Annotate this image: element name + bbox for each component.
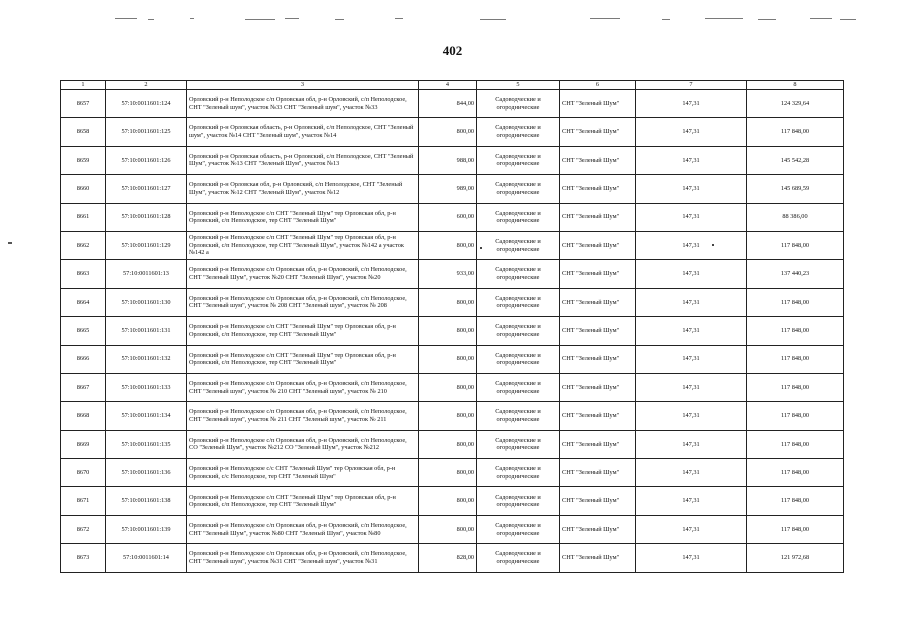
specific-value: 147,31 bbox=[636, 203, 747, 231]
cadastral-group: СНТ "Зеленый Шум" bbox=[560, 430, 636, 458]
column-number: 5 bbox=[477, 81, 560, 90]
address: Орловский р-н Неполодское с/п Орловская обл, р-н Орловский, с/п Неполодское, СО "Зеленый Шум", участок №212 СО "Зеленый Шум", участок №212 bbox=[187, 430, 419, 458]
address: Орловский р-н Неполодское с/п Орловская обл, р-н Орловский, с/п Неполодское, СНТ "Зеленый шум", участок №33 СНТ "Зеленый шум", участок №33 bbox=[187, 90, 419, 118]
cadastral-number: 57:10:0011601:14 bbox=[106, 544, 187, 572]
cadastral-number: 57:10:0011601:125 bbox=[106, 118, 187, 146]
address: Орловский р-н Орловская обл, р-н Орловский, с/п Неполодское, СНТ "Зеленый Шум", участок №12 СНТ "Зеленый Шум", участок №12 bbox=[187, 175, 419, 203]
address: Орловский р-н Неполодское с/п Орловская обл, р-н Орловский, с/п Неполодское, СНТ "Зеленый шум", участок № 208 СНТ "Зеленый шум", участок № 208 bbox=[187, 288, 419, 316]
area: 800,00 bbox=[419, 459, 477, 487]
cadastral-number: 57:10:0011601:126 bbox=[106, 146, 187, 174]
table-row bbox=[61, 231, 844, 259]
cadastral-value: 117 848,00 bbox=[747, 317, 844, 345]
table-row bbox=[61, 90, 844, 118]
permitted-use: Садоводческие и огороднические bbox=[477, 231, 560, 259]
specific-value: 147,31 bbox=[636, 430, 747, 458]
address: Орловский р-н Неполодское с/п Орловская обл, р-н Орловский, с/п Неполодское, СНТ "Зеленый Шум", участок №20 СНТ "Зеленый Шум", участок №20 bbox=[187, 260, 419, 288]
permitted-use: Садоводческие и огороднические bbox=[477, 544, 560, 572]
cadastral-group: СНТ "Зеленый Шум" bbox=[560, 487, 636, 515]
table-row bbox=[61, 118, 844, 146]
table-row bbox=[61, 345, 844, 373]
row-number: 8667 bbox=[61, 373, 106, 401]
area: 800,00 bbox=[419, 373, 477, 401]
permitted-use: Садоводческие и огороднические bbox=[477, 317, 560, 345]
row-number: 8660 bbox=[61, 175, 106, 203]
cadastral-group: СНТ "Зеленый Шум" bbox=[560, 288, 636, 316]
area: 800,00 bbox=[419, 317, 477, 345]
column-number: 6 bbox=[560, 81, 636, 90]
cadastral-group: СНТ "Зеленый Шум" bbox=[560, 345, 636, 373]
table-row bbox=[61, 430, 844, 458]
permitted-use: Садоводческие и огороднические bbox=[477, 118, 560, 146]
row-number: 8670 bbox=[61, 459, 106, 487]
cadastral-number: 57:10:0011601:129 bbox=[106, 231, 187, 259]
area: 800,00 bbox=[419, 487, 477, 515]
table-row bbox=[61, 459, 844, 487]
specific-value: 147,31 bbox=[636, 345, 747, 373]
permitted-use: Садоводческие и огороднические bbox=[477, 260, 560, 288]
cadastral-number: 57:10:0011601:127 bbox=[106, 175, 187, 203]
specific-value: 147,31 bbox=[636, 544, 747, 572]
cadastral-value: 117 848,00 bbox=[747, 373, 844, 401]
row-number: 8659 bbox=[61, 146, 106, 174]
specific-value: 147,31 bbox=[636, 515, 747, 543]
column-number-row bbox=[61, 81, 844, 90]
cadastral-value: 145 689,59 bbox=[747, 175, 844, 203]
row-number: 8658 bbox=[61, 118, 106, 146]
specific-value: 147,31 bbox=[636, 260, 747, 288]
table-row bbox=[61, 544, 844, 572]
cadastral-number: 57:10:0011601:131 bbox=[106, 317, 187, 345]
address: Орловский р-н Неполодское с/п СНТ "Зеленый Шум" тер Орловская обл, р-н Орловский, с/п Неполодское, тер СНТ "Зеленый Шум" bbox=[187, 203, 419, 231]
cadastral-number: 57:10:0011601:133 bbox=[106, 373, 187, 401]
cadastral-value: 88 386,00 bbox=[747, 203, 844, 231]
cadastral-value: 117 848,00 bbox=[747, 459, 844, 487]
cadastral-group: СНТ "Зеленый Шум" bbox=[560, 146, 636, 174]
address: Орловский р-н Неполодское с/с СНТ "Зеленый Шум" тер Орловская обл, р-н Орловский, с/с Неполодское, тер СНТ "Зеленый Шум" bbox=[187, 459, 419, 487]
cadastral-number: 57:10:0011601:130 bbox=[106, 288, 187, 316]
address: Орловский р-н Неполодское с/п Орловская обл, р-н Орловский, с/п Неполодское, СНТ "Зеленый Шум", участок №80 СНТ "Зеленый Шум", участок №80 bbox=[187, 515, 419, 543]
area: 800,00 bbox=[419, 402, 477, 430]
permitted-use: Садоводческие и огороднические bbox=[477, 90, 560, 118]
cadastral-group: СНТ "Зеленый Шум" bbox=[560, 118, 636, 146]
address: Орловский р-н Неполодское с/п Орловская обл, р-н Орловский, с/п Неполодское, СНТ "Зеленый шум", участок № 210 СНТ "Зеленый шум", участок № 210 bbox=[187, 373, 419, 401]
specific-value: 147,31 bbox=[636, 317, 747, 345]
row-number: 8662 bbox=[61, 231, 106, 259]
table-body bbox=[61, 90, 844, 573]
area: 800,00 bbox=[419, 231, 477, 259]
row-number: 8657 bbox=[61, 90, 106, 118]
specific-value: 147,31 bbox=[636, 175, 747, 203]
specific-value: 147,31 bbox=[636, 231, 747, 259]
row-number: 8664 bbox=[61, 288, 106, 316]
cadastral-number: 57:10:0011601:139 bbox=[106, 515, 187, 543]
permitted-use: Садоводческие и огороднические bbox=[477, 402, 560, 430]
land-register-table bbox=[60, 80, 844, 573]
specific-value: 147,31 bbox=[636, 146, 747, 174]
cadastral-value: 117 848,00 bbox=[747, 345, 844, 373]
cadastral-value: 137 440,23 bbox=[747, 260, 844, 288]
address: Орловский р-н Неполодское с/п Орловская обл, р-н Орловский, с/п Неполодское, СНТ "Зеленый шум", участок №31 СНТ "Зеленый шум", участок №31 bbox=[187, 544, 419, 572]
specific-value: 147,31 bbox=[636, 118, 747, 146]
address: Орловский р-н Неполодское с/п Орловская обл, р-н Орловский, с/п Неполодское, СНТ "Зеленый шум", участок № 211 СНТ "Зеленый шум", участок № 211 bbox=[187, 402, 419, 430]
address: Орловский р-н Орловская область, р-н Орловский, с/п Неполодское, СНТ "Зеленый шум", участок №14 СНТ "Зеленый шум", участок №14 bbox=[187, 118, 419, 146]
area: 800,00 bbox=[419, 288, 477, 316]
specific-value: 147,31 bbox=[636, 402, 747, 430]
cadastral-value: 117 848,00 bbox=[747, 515, 844, 543]
table-row bbox=[61, 175, 844, 203]
cadastral-number: 57:10:0011601:124 bbox=[106, 90, 187, 118]
permitted-use: Садоводческие и огороднические bbox=[477, 288, 560, 316]
row-number: 8673 bbox=[61, 544, 106, 572]
cadastral-number: 57:10:0011601:13 bbox=[106, 260, 187, 288]
cadastral-group: СНТ "Зеленый Шум" bbox=[560, 175, 636, 203]
specific-value: 147,31 bbox=[636, 459, 747, 487]
table-row bbox=[61, 515, 844, 543]
permitted-use: Садоводческие и огороднические bbox=[477, 459, 560, 487]
address: Орловский р-н Неполодское с/п СНТ "Зеленый Шум" тер Орловская обл, р-н Орловский, с/п Неполодское, тер СНТ "Зеленый Шум" bbox=[187, 317, 419, 345]
column-number: 1 bbox=[61, 81, 106, 90]
row-number: 8669 bbox=[61, 430, 106, 458]
permitted-use: Садоводческие и огороднические bbox=[477, 146, 560, 174]
specific-value: 147,31 bbox=[636, 487, 747, 515]
cadastral-group: СНТ "Зеленый Шум" bbox=[560, 90, 636, 118]
column-number: 8 bbox=[747, 81, 844, 90]
cadastral-group: СНТ "Зеленый Шум" bbox=[560, 515, 636, 543]
cadastral-value: 117 848,00 bbox=[747, 231, 844, 259]
area: 933,00 bbox=[419, 260, 477, 288]
scan-edge-mark bbox=[8, 242, 12, 244]
permitted-use: Садоводческие и огороднические bbox=[477, 515, 560, 543]
cadastral-number: 57:10:0011601:136 bbox=[106, 459, 187, 487]
column-number: 3 bbox=[187, 81, 419, 90]
cadastral-group: СНТ "Зеленый Шум" bbox=[560, 459, 636, 487]
row-number: 8671 bbox=[61, 487, 106, 515]
row-number: 8661 bbox=[61, 203, 106, 231]
cadastral-number: 57:10:0011601:138 bbox=[106, 487, 187, 515]
address: Орловский р-н Орловская область, р-н Орловский, с/п Неполодское, СНТ "Зеленый Шум", участок №13 СНТ "Зеленый Шум", участок №13 bbox=[187, 146, 419, 174]
permitted-use: Садоводческие и огороднические bbox=[477, 175, 560, 203]
cadastral-value: 145 542,28 bbox=[747, 146, 844, 174]
cadastral-value: 117 848,00 bbox=[747, 487, 844, 515]
area: 800,00 bbox=[419, 515, 477, 543]
cadastral-value: 121 972,68 bbox=[747, 544, 844, 572]
area: 600,00 bbox=[419, 203, 477, 231]
specific-value: 147,31 bbox=[636, 90, 747, 118]
table-row bbox=[61, 402, 844, 430]
cadastral-number: 57:10:0011601:128 bbox=[106, 203, 187, 231]
row-number: 8666 bbox=[61, 345, 106, 373]
table-header bbox=[61, 81, 844, 90]
table-row bbox=[61, 260, 844, 288]
cadastral-value: 117 848,00 bbox=[747, 430, 844, 458]
address: Орловский р-н Неполодское с/п СНТ "Зеленый Шум" тер Орловская обл, р-н Орловский, с/п Неполодское, тер СНТ "Зеленый Шум" bbox=[187, 487, 419, 515]
permitted-use: Садоводческие и огороднические bbox=[477, 203, 560, 231]
row-number: 8665 bbox=[61, 317, 106, 345]
permitted-use: Садоводческие и огороднические bbox=[477, 430, 560, 458]
column-number: 2 bbox=[106, 81, 187, 90]
area: 988,00 bbox=[419, 146, 477, 174]
permitted-use: Садоводческие и огороднические bbox=[477, 373, 560, 401]
table-row bbox=[61, 203, 844, 231]
area: 800,00 bbox=[419, 345, 477, 373]
area: 844,00 bbox=[419, 90, 477, 118]
cadastral-group: СНТ "Зеленый Шум" bbox=[560, 203, 636, 231]
table-row bbox=[61, 317, 844, 345]
area: 800,00 bbox=[419, 118, 477, 146]
cadastral-group: СНТ "Зеленый Шум" bbox=[560, 231, 636, 259]
cadastral-value: 117 848,00 bbox=[747, 402, 844, 430]
area: 828,00 bbox=[419, 544, 477, 572]
permitted-use: Садоводческие и огороднические bbox=[477, 345, 560, 373]
permitted-use: Садоводческие и огороднические bbox=[477, 487, 560, 515]
specific-value: 147,31 bbox=[636, 373, 747, 401]
row-number: 8672 bbox=[61, 515, 106, 543]
address: Орловский р-н Неполодское с/п СНТ "Зеленый Шум" тер Орловская обл, р-н Орловский, с/п Неполодское, тер СНТ "Зеленый Шум", участок №142 а участок №142 а bbox=[187, 231, 419, 259]
cadastral-number: 57:10:0011601:135 bbox=[106, 430, 187, 458]
page-number: 402 bbox=[442, 43, 463, 58]
address: Орловский р-н Неполодское с/п СНТ "Зеленый Шум" тер Орловская обл, р-н Орловский, с/п Неполодское, тер СНТ "Зеленый Шум" bbox=[187, 345, 419, 373]
table-row bbox=[61, 146, 844, 174]
cadastral-value: 117 848,00 bbox=[747, 288, 844, 316]
table-row bbox=[61, 288, 844, 316]
cadastral-group: СНТ "Зеленый Шум" bbox=[560, 260, 636, 288]
area: 800,00 bbox=[419, 430, 477, 458]
column-number: 7 bbox=[636, 81, 747, 90]
row-number: 8668 bbox=[61, 402, 106, 430]
row-number: 8663 bbox=[61, 260, 106, 288]
cadastral-value: 124 329,64 bbox=[747, 90, 844, 118]
cadastral-value: 117 848,00 bbox=[747, 118, 844, 146]
cadastral-group: СНТ "Зеленый Шум" bbox=[560, 544, 636, 572]
cadastral-number: 57:10:0011601:132 bbox=[106, 345, 187, 373]
table-row bbox=[61, 487, 844, 515]
scan-noise-strip bbox=[0, 0, 905, 30]
table-row bbox=[61, 373, 844, 401]
column-number: 4 bbox=[419, 81, 477, 90]
cadastral-group: СНТ "Зеленый Шум" bbox=[560, 317, 636, 345]
area: 989,00 bbox=[419, 175, 477, 203]
cadastral-group: СНТ "Зеленый Шум" bbox=[560, 373, 636, 401]
specific-value: 147,31 bbox=[636, 288, 747, 316]
cadastral-number: 57:10:0011601:134 bbox=[106, 402, 187, 430]
cadastral-group: СНТ "Зеленый Шум" bbox=[560, 402, 636, 430]
